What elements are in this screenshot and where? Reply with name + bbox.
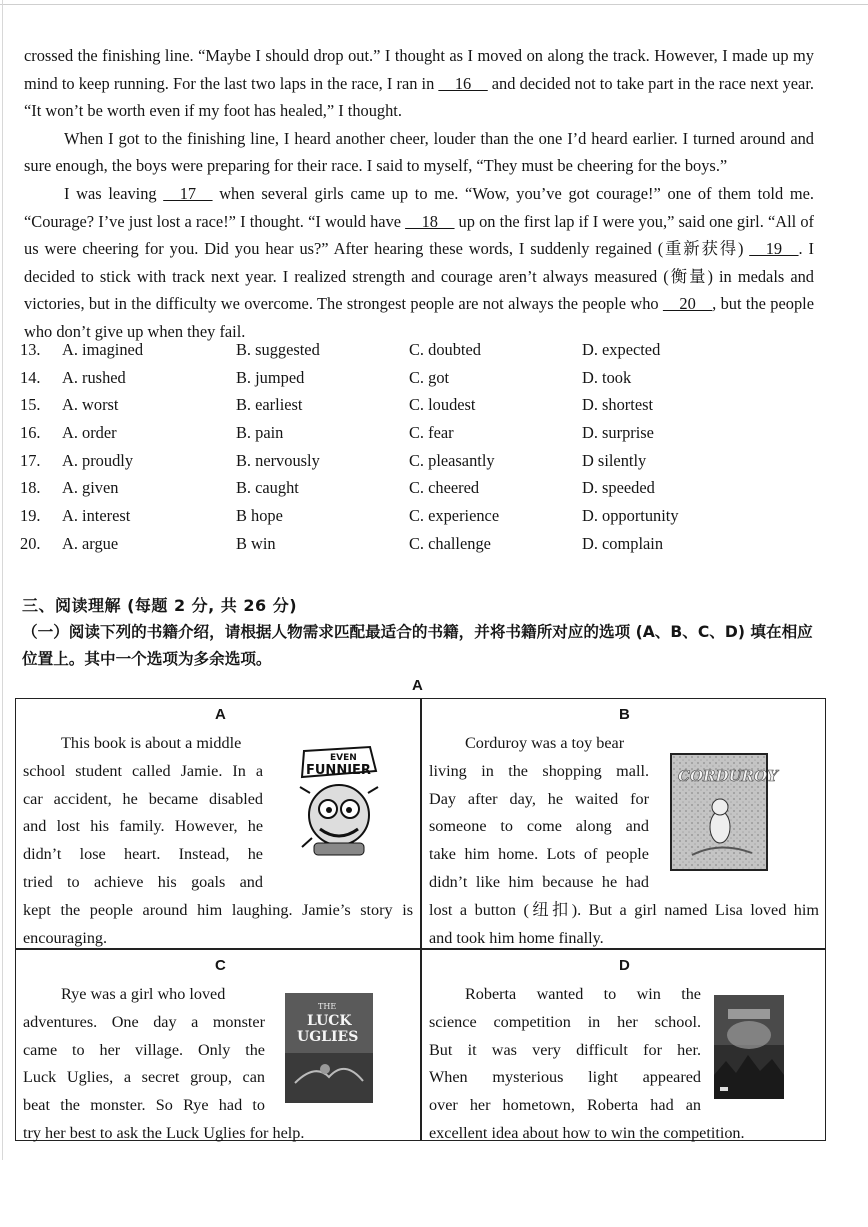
question-number: 15. [20, 395, 41, 415]
book-b-cover-title: CORDUROY [678, 767, 778, 785]
book-d-cover-image [714, 995, 784, 1099]
answer-blank: __20__ [662, 294, 713, 314]
book-d-line: When mysterious light appeared [429, 1068, 701, 1087]
option-c: C. got [409, 367, 450, 387]
book-a-cover-image [292, 743, 382, 861]
option-c: C. challenge [409, 533, 491, 553]
book-c-text-narrow [23, 981, 265, 1120]
option-d: D. speeded [582, 478, 655, 498]
option-b: B. jumped [236, 367, 305, 387]
book-c-cover-image [285, 993, 373, 1103]
top-border [0, 4, 868, 5]
answer-blank: __17__ [163, 183, 213, 203]
passage-paragraph-2: When I got to the finishing line, I heard another cheer, louder than the one I’d heard earlier. I turned around and sure enough, the boys were preparing for their race. I said to myself, “They must be cheering for the boys.” [24, 128, 814, 176]
book-a-line: kept the people around him laughing. Jamie’s story is [23, 901, 413, 919]
left-border [2, 0, 3, 1160]
option-d: D. surprise [582, 423, 654, 443]
option-c: C. pleasantly [409, 450, 495, 470]
book-b-line: didn’t like him because he had [429, 872, 649, 891]
answer-blank: __19__ [749, 239, 799, 259]
question-number: 20. [20, 533, 41, 553]
book-b-line: Day after day, he waited for [429, 789, 649, 808]
option-b: B hope [236, 506, 283, 526]
book-b-line: lost a button (纽扣). But a girl named Lisa loved him [429, 901, 819, 919]
passage-text: and decided not to take part in the race next year. “It won’t be worth even if my foot has healed,” I thought. [24, 73, 814, 121]
book-d-text-full [429, 1120, 819, 1148]
option-c: C. experience [409, 506, 500, 526]
option-row [20, 478, 820, 506]
book-c-line: adventures. One day a monster [23, 1012, 265, 1031]
option-d: D. took [582, 367, 632, 387]
option-a: A. given [62, 478, 119, 498]
book-a-cover-title-1: EVEN [330, 753, 357, 763]
book-a-letter: A [215, 706, 226, 723]
option-row [20, 506, 820, 534]
book-c-line: beat the monster. So Rye had to [23, 1096, 265, 1115]
book-b-line: Corduroy was a toy bear [465, 734, 625, 752]
book-a-line: encouraging. [23, 928, 108, 947]
grid-divider-vertical [420, 699, 422, 1140]
option-a: A. proudly [62, 450, 134, 470]
book-a-line: This book is about a middle [61, 734, 242, 752]
answer-blank: __18__ [405, 211, 455, 231]
option-c: C. fear [409, 423, 454, 443]
book-c-text-full [23, 1120, 413, 1148]
book-b-letter: B [619, 706, 630, 723]
passage-text: . I decided to stick with track next year. I realized strength and courage aren’t always measured (衡量) in medals and victories, but in the difficulty we overcome. The strongest people are not always the people who [24, 239, 814, 314]
option-d: D. complain [582, 533, 664, 553]
section-title: 三、阅读理解 (每题 2 分, 共 26 分) [22, 596, 298, 615]
cloze-passage [24, 42, 814, 346]
book-d-line: Roberta wanted to win the [465, 985, 701, 1003]
option-b: B. caught [236, 478, 299, 498]
book-a-text-full [23, 897, 413, 953]
book-b-line: someone to come along and [429, 817, 649, 836]
book-c-cover-title-2: LUCK [307, 1013, 352, 1029]
option-row [20, 368, 820, 396]
book-a-line: tried to achieve his goals and [23, 872, 263, 891]
passage-paragraph-1 [24, 42, 814, 125]
book-b-line: take him home. Lots of people [429, 845, 649, 864]
book-b-line: living in the shopping mall. [429, 761, 649, 780]
question-number: 18. [20, 478, 41, 498]
book-a-line: didn’t lose heart. Instead, he [23, 845, 263, 864]
book-c-cover-title-3: UGLIES [297, 1029, 359, 1045]
option-a: A. imagined [62, 340, 144, 359]
passage-text: when several girls came up to me. “Wow, you’ve got courage!” one of them told me. “Courage? I’ve just lost a race!” I thought. “I would have [24, 183, 814, 231]
passage-paragraph-3 [24, 180, 814, 346]
book-d-line: But it was very difficult for her. [429, 1040, 701, 1059]
option-row [20, 340, 820, 368]
grid-caption: A [412, 677, 423, 694]
book-c-cover-title-1: THE [318, 1002, 337, 1011]
option-a: A. argue [62, 533, 119, 553]
book-b-text-full [429, 897, 819, 953]
book-b-text-narrow [429, 730, 649, 897]
option-a: A. rushed [62, 367, 126, 387]
book-a-text-narrow [23, 730, 263, 897]
book-b-line: and took him home finally. [429, 928, 604, 947]
book-a-line: car accident, he became disabled [23, 789, 263, 808]
question-number: 17. [20, 450, 41, 470]
question-number: 16. [20, 423, 41, 443]
option-b: B. nervously [236, 450, 320, 470]
option-c: C. doubted [409, 340, 481, 359]
section-instruction: （一）阅读下列的书籍介绍，请根据人物需求匹配最适合的书籍，并将书籍所对应的选项 (A、B、C、D) 填在相应位置上。其中一个选项为多余选项。 [22, 623, 813, 668]
option-d: D. shortest [582, 395, 654, 415]
answer-options [20, 340, 820, 562]
option-c: C. loudest [409, 395, 476, 415]
question-number: 13. [20, 340, 41, 359]
option-b: B. suggested [236, 340, 320, 359]
book-c-line: Rye was a girl who loved [61, 985, 226, 1003]
option-a: A. order [62, 423, 117, 443]
book-d-line: over her hometown, Roberta had an [429, 1096, 701, 1115]
book-d-line: science competition in her school. [429, 1012, 701, 1031]
passage-text: I was leaving [64, 183, 164, 203]
option-b: B. earliest [236, 395, 303, 415]
book-grid [15, 698, 826, 1141]
option-d: D silently [582, 450, 647, 470]
passage-text: crossed the finishing line. “Maybe I should drop out.” I thought as I moved on along the track. However, I made up my mind to keep running. For the last two laps in the race, I ran in [24, 46, 814, 93]
option-d: D. opportunity [582, 506, 679, 526]
book-b-cover-image [670, 753, 778, 871]
option-row [20, 423, 820, 451]
option-c: C. cheered [409, 478, 480, 498]
book-c-line: Luck Uglies, a secret group, can [23, 1068, 265, 1087]
option-row [20, 395, 820, 423]
passage-text: , but the people who don’t give up when they fail. [24, 294, 814, 341]
option-d: D. expected [582, 340, 661, 359]
book-d-line: excellent idea about how to win the competition. [429, 1124, 745, 1142]
option-a: A. interest [62, 506, 131, 526]
book-a-cover-title-2: FUNNIER [306, 763, 371, 778]
answer-blank: __16__ [438, 73, 488, 93]
option-b: B. pain [236, 423, 284, 443]
book-d-text-narrow [429, 981, 701, 1120]
book-c-line: came to her village. Only the [23, 1040, 265, 1059]
book-c-letter: C [215, 957, 226, 974]
book-a-line: school student called Jamie. In a [23, 761, 263, 780]
book-a-line: and lost his family. However, he [23, 817, 263, 836]
question-number: 19. [20, 506, 41, 526]
passage-text: up on the first lap if I were you,” said one girl. “All of us were cheering for you. Did you hear us?” After hearing these words, I suddenly regained (重新获得) [24, 211, 814, 259]
option-row [20, 534, 820, 562]
book-d-letter: D [619, 957, 630, 974]
option-a: A. worst [62, 395, 119, 415]
option-b: B win [236, 533, 276, 553]
book-c-line: try her best to ask the Luck Uglies for help. [23, 1124, 305, 1142]
option-row [20, 451, 820, 479]
question-number: 14. [20, 367, 41, 387]
